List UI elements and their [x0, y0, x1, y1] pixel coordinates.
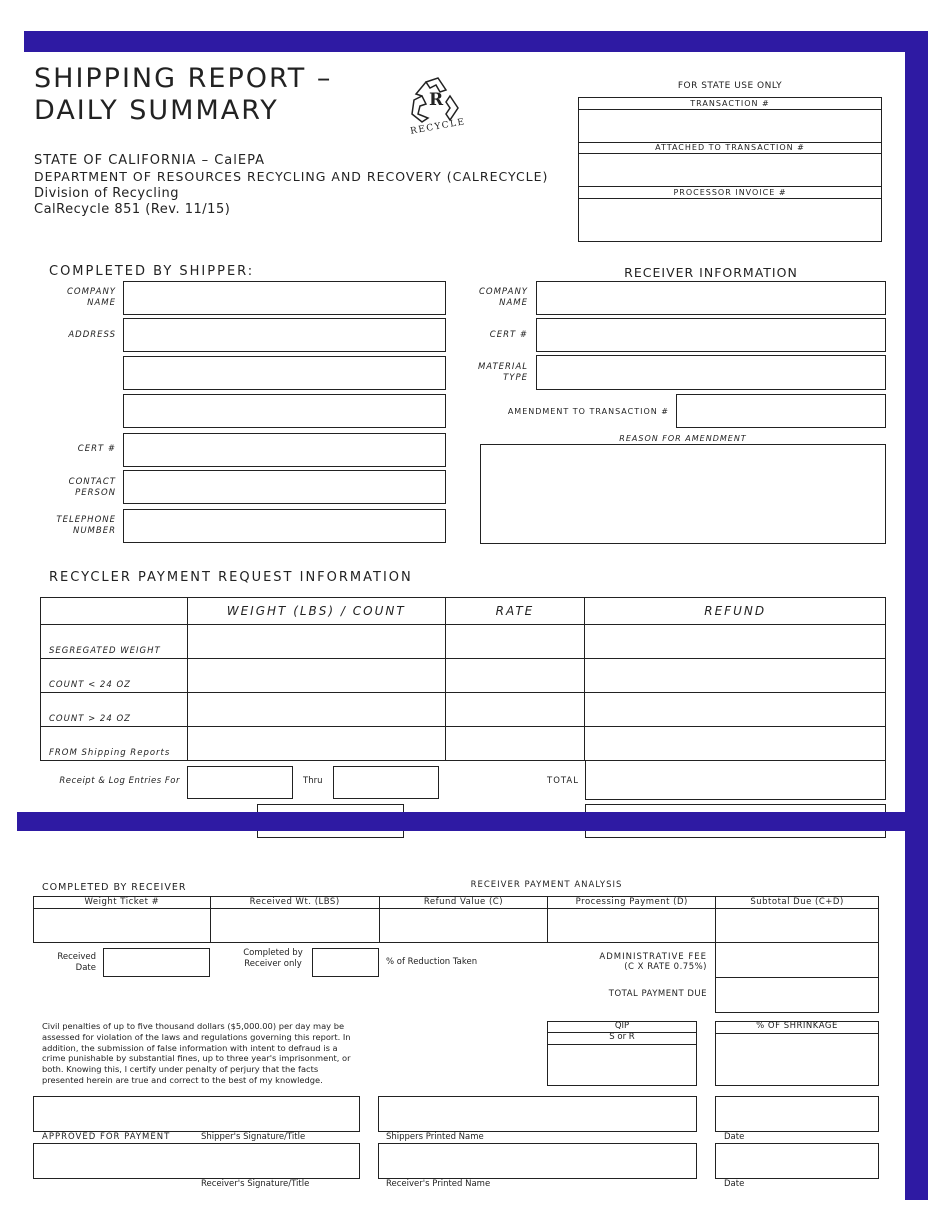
- count-under-weight-cell[interactable]: [187, 659, 445, 693]
- middle-divider-bar-overlay: [17, 812, 928, 831]
- rate-header: RATE: [445, 598, 585, 625]
- transaction-label: TRANSACTION #: [690, 99, 770, 108]
- shipping-weight-cell[interactable]: [187, 727, 445, 761]
- shipper-telephone-label: TELEPHONE NUMBER: [56, 515, 116, 536]
- received-wt-header: Received Wt. (LBS): [210, 897, 379, 909]
- shipper-contact-field[interactable]: [123, 470, 446, 504]
- segregated-weight-cell[interactable]: [187, 625, 445, 659]
- state-use-heading: FOR STATE USE ONLY: [677, 81, 783, 91]
- receiver-info-heading: RECEIVER INFORMATION: [624, 265, 798, 280]
- receiver-signature-field[interactable]: [33, 1143, 360, 1179]
- material-type-field[interactable]: [536, 355, 886, 390]
- receipt-label: Receipt & Log Entries For: [59, 776, 180, 786]
- completed-by-receiver-field[interactable]: [312, 948, 379, 977]
- shrinkage-label: % OF SHRINKAGE: [756, 1021, 838, 1031]
- admin-fee-field[interactable]: [715, 942, 879, 978]
- shipper-signature-field[interactable]: [33, 1096, 360, 1132]
- reason-label: REASON FOR AMENDMENT: [619, 434, 747, 443]
- recycle-logo: [406, 74, 466, 140]
- shrinkage-field[interactable]: [715, 1033, 879, 1086]
- row-label-count-over: COUNT > 24 OZ: [41, 693, 188, 727]
- refund-value-header: Refund Value (C): [379, 897, 548, 909]
- row-label-count-under: COUNT < 24 OZ: [41, 659, 188, 693]
- agency-line-3: Division of Recycling: [34, 186, 179, 201]
- completed-by-receiver-heading: COMPLETED BY RECEIVER: [42, 882, 187, 893]
- receiver-company-label: COMPANY NAME: [478, 287, 528, 308]
- amendment-field[interactable]: [676, 394, 886, 428]
- table-row: [34, 909, 879, 943]
- receipt-from-field[interactable]: [187, 766, 293, 799]
- material-type-label: MATERIAL TYPE: [477, 362, 528, 383]
- receiver-printed-name-field[interactable]: [378, 1143, 697, 1179]
- agency-line-2: DEPARTMENT OF RESOURCES RECYCLING AND RECOVERY (CALRECYCLE): [34, 169, 549, 184]
- completed-by-receiver-label: Completed by Receiver only: [243, 948, 303, 969]
- shipper-company-label: COMPANY NAME: [66, 287, 116, 308]
- amendment-label: AMENDMENT TO TRANSACTION #: [507, 407, 669, 416]
- page-title: SHIPPING REPORT – DAILY SUMMARY: [34, 63, 333, 126]
- payment-request-table: [40, 597, 886, 761]
- receiver-date-label: Date: [724, 1179, 745, 1189]
- count-over-weight-cell[interactable]: [187, 693, 445, 727]
- receiver-cert-field[interactable]: [536, 318, 886, 352]
- shipper-company-field[interactable]: [123, 281, 446, 315]
- table-row: [41, 659, 886, 693]
- processing-payment-cell[interactable]: [548, 909, 716, 943]
- count-over-rate-cell[interactable]: [445, 693, 585, 727]
- count-under-rate-cell[interactable]: [445, 659, 585, 693]
- receiver-company-field[interactable]: [536, 281, 886, 315]
- receiver-cert-label: CERT #: [489, 330, 528, 340]
- shipper-heading: COMPLETED BY SHIPPER:: [49, 264, 255, 279]
- invoice-label: PROCESSOR INVOICE #: [673, 188, 787, 197]
- admin-fee-label-1: ADMINISTRATIVE FEE: [599, 952, 707, 962]
- shipper-address-field-2[interactable]: [123, 356, 446, 390]
- logo-text: RECYCLE: [409, 117, 467, 137]
- count-under-refund-cell[interactable]: [585, 659, 886, 693]
- shipper-telephone-field[interactable]: [123, 509, 446, 543]
- total-payment-label: TOTAL PAYMENT DUE: [608, 989, 707, 999]
- weight-header: WEIGHT (LBS) / COUNT: [187, 598, 445, 625]
- receipt-thru-field[interactable]: [333, 766, 439, 799]
- payment-analysis-heading: RECEIVER PAYMENT ANALYSIS: [470, 880, 623, 890]
- logo-letter: R: [429, 90, 444, 110]
- attached-field[interactable]: [578, 153, 882, 187]
- shipping-refund-cell[interactable]: [585, 727, 886, 761]
- admin-fee-label-2: (C X RATE 0.75%): [624, 962, 707, 972]
- segregated-refund-cell[interactable]: [585, 625, 886, 659]
- top-border-bar: [24, 31, 928, 52]
- right-border-bar: [905, 31, 928, 1200]
- reason-field[interactable]: [480, 444, 886, 544]
- received-date-label: Received Date: [57, 952, 96, 973]
- shipper-contact-label: CONTACT PERSON: [68, 477, 116, 498]
- shipper-cert-label: CERT #: [77, 444, 116, 454]
- payment-header-row: [41, 598, 886, 625]
- shipper-cert-field[interactable]: [123, 433, 446, 467]
- shipper-signature-label: Shipper's Signature/Title: [201, 1132, 306, 1142]
- approved-for-payment-label: APPROVED FOR PAYMENT: [42, 1132, 171, 1142]
- attached-label: ATTACHED TO TRANSACTION #: [655, 143, 805, 152]
- shipper-printed-name-label: Shippers Printed Name: [386, 1132, 484, 1142]
- weight-ticket-header: Weight Ticket #: [34, 897, 211, 909]
- agency-line-1: STATE OF CALIFORNIA – CalEPA: [34, 153, 265, 168]
- reduction-label: % of Reduction Taken: [386, 957, 478, 967]
- total-label: TOTAL: [547, 776, 579, 786]
- table-row: [41, 727, 886, 761]
- qip-label: QIP: [614, 1021, 630, 1031]
- shipper-address-label: ADDRESS: [68, 330, 116, 340]
- qip-field[interactable]: [547, 1044, 697, 1086]
- shipper-address-field-1[interactable]: [123, 318, 446, 352]
- corner-cell: [41, 598, 188, 625]
- table-row: [41, 693, 886, 727]
- total-payment-field[interactable]: [715, 977, 879, 1013]
- processing-payment-header: Processing Payment (D): [548, 897, 716, 909]
- agency-line-4: CalRecycle 851 (Rev. 11/15): [34, 202, 231, 217]
- total-field[interactable]: [585, 760, 886, 800]
- shipper-date-field[interactable]: [715, 1096, 879, 1132]
- shipper-address-field-3[interactable]: [123, 394, 446, 428]
- row-label-segregated: SEGREGATED WEIGHT: [41, 625, 188, 659]
- receiver-date-field[interactable]: [715, 1143, 879, 1179]
- shipping-rate-cell[interactable]: [445, 727, 585, 761]
- row-label-shipping-reports: FROM Shipping Reports: [41, 727, 188, 761]
- receiver-signature-label: Receiver's Signature/Title: [201, 1179, 310, 1189]
- refund-header: REFUND: [585, 598, 886, 625]
- shipper-date-label: Date: [724, 1132, 745, 1142]
- s-or-r-label: S or R: [609, 1032, 635, 1042]
- segregated-rate-cell[interactable]: [445, 625, 585, 659]
- shipper-printed-name-field[interactable]: [378, 1096, 697, 1132]
- refund-value-cell[interactable]: [379, 909, 548, 943]
- subtotal-header: Subtotal Due (C+D): [716, 897, 879, 909]
- received-wt-cell[interactable]: [210, 909, 379, 943]
- table-row: [41, 625, 886, 659]
- receiver-analysis-table: [33, 896, 879, 943]
- payment-request-heading: RECYCLER PAYMENT REQUEST INFORMATION: [49, 570, 413, 585]
- receiver-printed-name-label: Receiver's Printed Name: [386, 1179, 491, 1189]
- analysis-header-row: [34, 897, 879, 909]
- transaction-field[interactable]: [578, 109, 882, 143]
- subtotal-cell[interactable]: [716, 909, 879, 943]
- invoice-field[interactable]: [578, 198, 882, 242]
- count-over-refund-cell[interactable]: [585, 693, 886, 727]
- weight-ticket-cell[interactable]: [34, 909, 211, 943]
- thru-label: Thru: [303, 776, 323, 786]
- penalty-statement: Civil penalties of up to five thousand dollars ($5,000.00) per day may be assessed for violation of the laws and regulations governing this report. In addition, the submission of false information with intent to defraud is a crime punishable by substantial fines, up to three year's imprisonment, or both. Knowing this, I certify under penalty of perjury that the facts presented herein are true and correct to the best of my knowledge.: [42, 1021, 351, 1085]
- received-date-field[interactable]: [103, 948, 210, 977]
